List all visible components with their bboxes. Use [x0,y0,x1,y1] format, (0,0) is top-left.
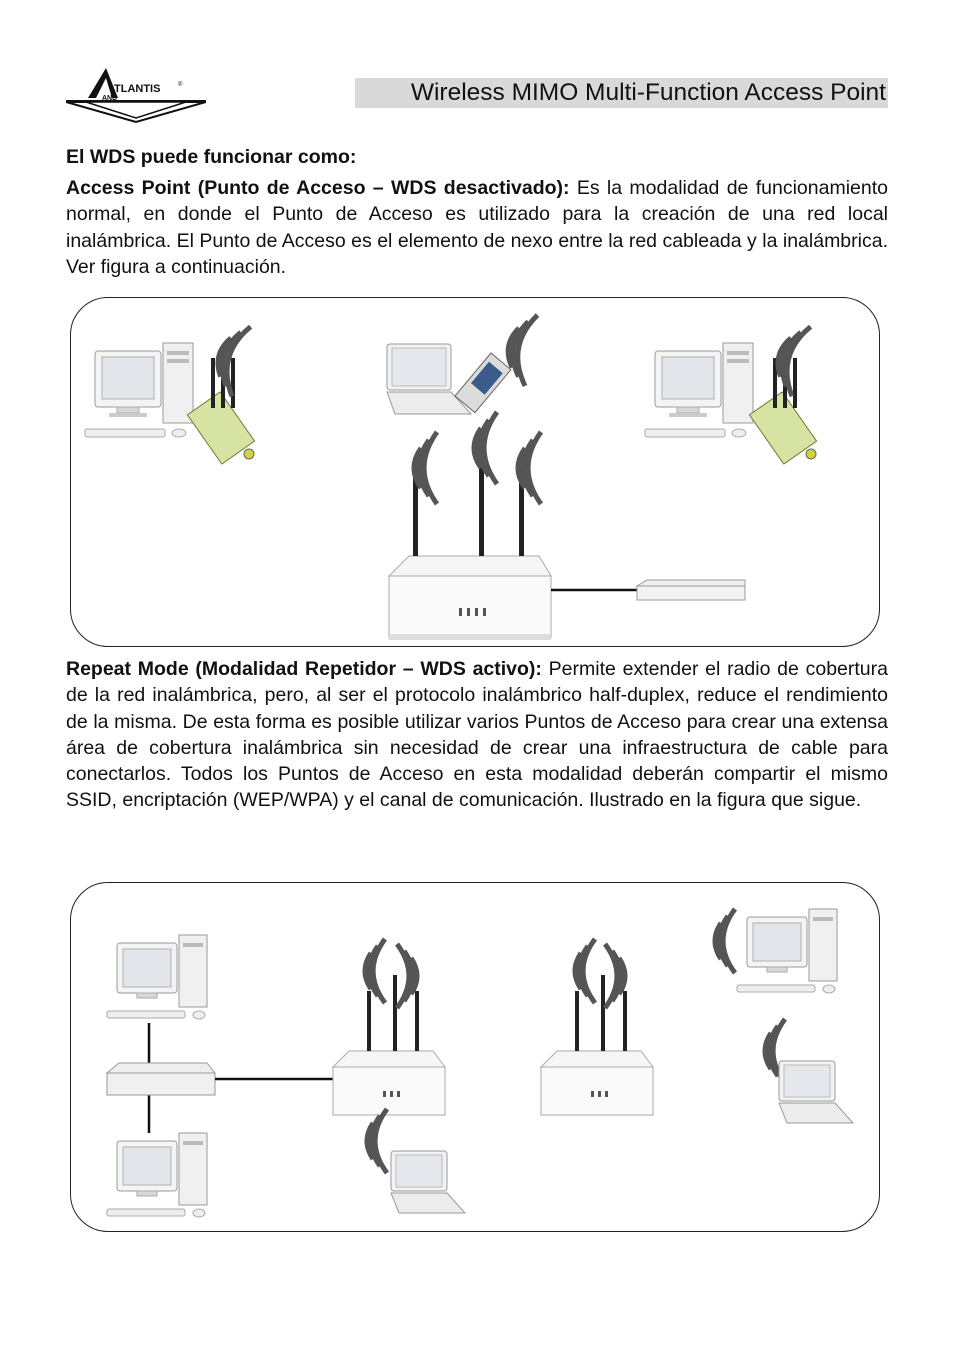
repeat-mode-heading: Repeat Mode (Modalidad Repetidor – WDS activo): [66,658,542,680]
laptop-icon [391,1151,465,1213]
ap-mode-body: Es la modalidad de funcionamiento normal, en donde el Punto de Acceso es utilizado para la creación de una red local inalámbrica. El Punto de Acceso es el elemento de nexo entre la red cableada y la inalámbrica. Ver figura a continuación. [66,177,888,278]
ap-mode-heading: Access Point (Punto de Acceso – WDS desactivado): [66,177,570,199]
access-point-icon [541,1051,653,1115]
document-title: Wireless MIMO Multi-Function Access Point [355,78,888,108]
svg-text:TLANTIS: TLANTIS [114,83,161,95]
wireless-signal-icon [397,944,417,1008]
wireless-signal-icon [502,311,537,386]
atlantis-land-logo [66,64,206,124]
pcmcia-card-icon [455,353,511,413]
laptop-icon [387,344,471,414]
desktop-pc-icon [107,1133,207,1217]
access-point-icon [389,556,551,640]
desktop-pc-icon [107,935,207,1019]
switch-icon [637,580,745,600]
wireless-signal-icon [605,944,625,1008]
switch-icon [107,1063,215,1095]
figure-repeater-mode [70,882,880,1232]
wireless-signal-icon [210,321,251,396]
ap-mode-paragraph [66,175,888,280]
section-intro: El WDS puede funcionar como: [66,146,357,168]
wireless-signal-icon [715,909,735,973]
svg-text:®: ® [178,82,183,88]
access-point-icon [333,1051,445,1115]
wireless-signal-icon [474,412,497,484]
repeat-mode-paragraph [66,656,888,814]
desktop-pc-icon [645,343,753,437]
laptop-icon [779,1061,853,1123]
figure-access-point-mode [70,297,880,647]
page-header [66,64,888,124]
desktop-pc-icon [85,343,193,437]
desktop-pc-icon [737,909,837,993]
svg-text:AND: AND [102,95,118,102]
wireless-signal-icon [367,1109,387,1173]
repeat-mode-body: Permite extender el radio de cobertura de la red inalámbrica, pero, al ser el protocolo inalámbrico half-duplex, reduce el rendimiento de la misma. De esta forma es posible utilizar varios Puntos de Acceso para crear una extensa área de cobertura inalámbrica sin necesidad de crear una infraestructura de cable para conectarlos. Todos los Puntos de Acceso en esta modalidad deberán compartir el mismo SSID, encriptación (WEP/WPA) y el canal de comunicación. Ilustrado en la figura que sigue. [66,658,888,812]
